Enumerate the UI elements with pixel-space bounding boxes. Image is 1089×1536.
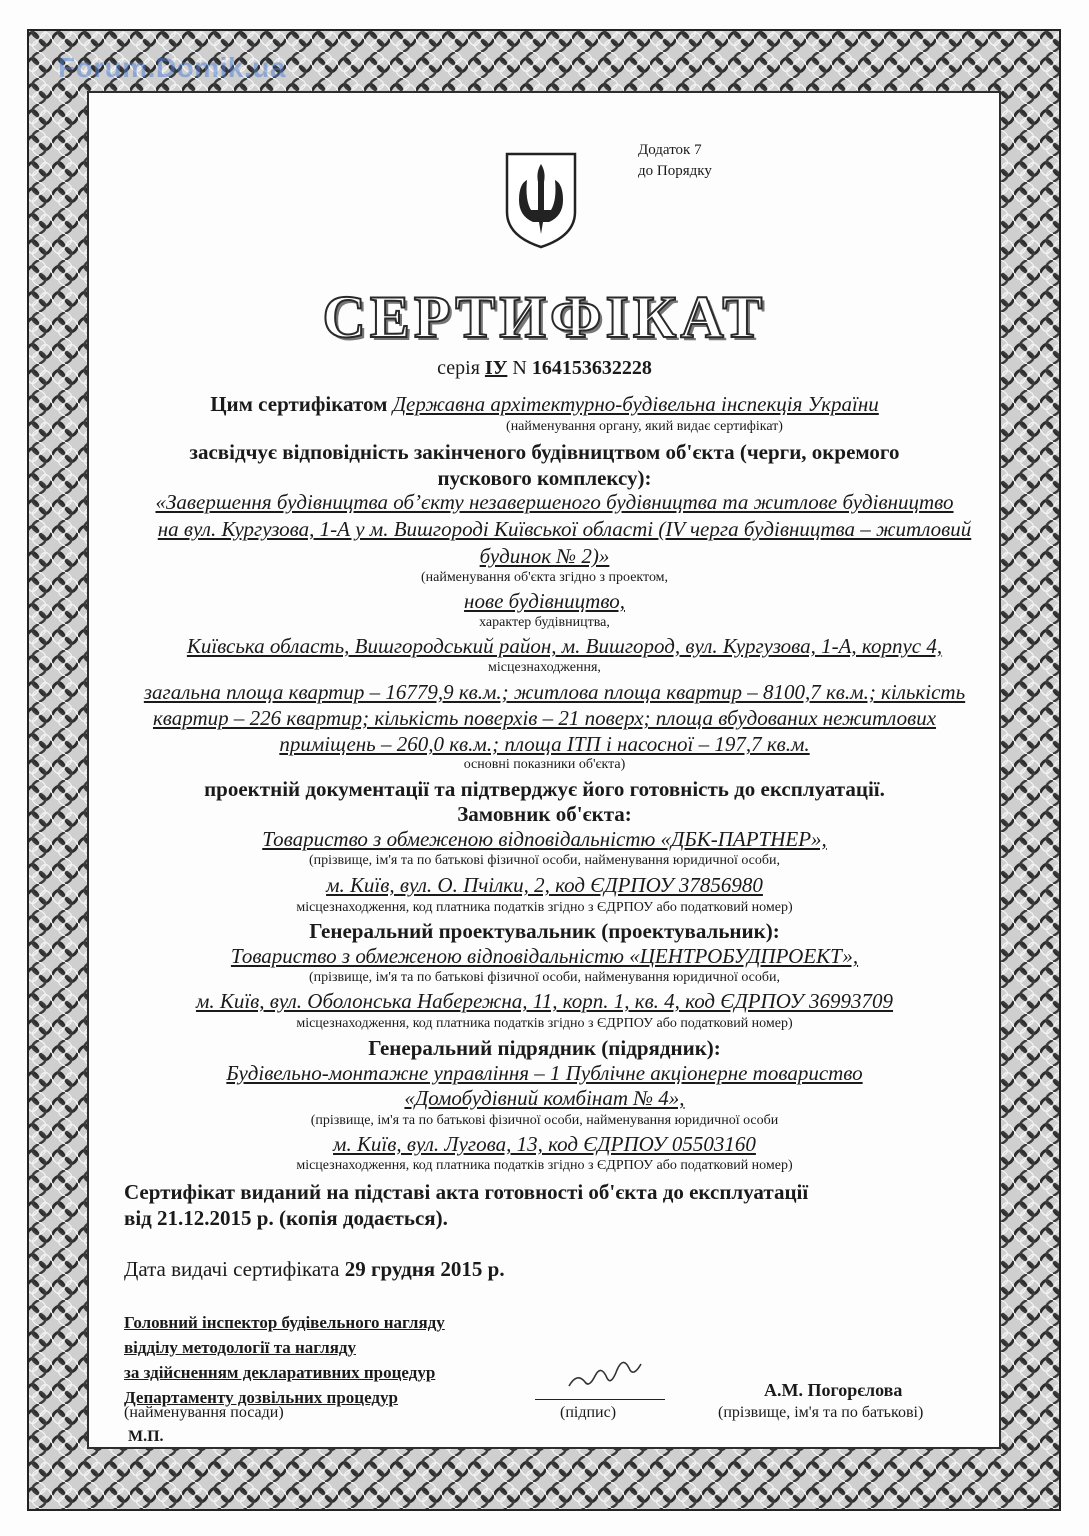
object-name-line-2: на вул. Кургузова, 1-А у м. Вишгороді Київської області (IV черга будівництва – житловий — [157, 517, 972, 541]
object-location: Київська область, Вишгородський район, м. Вишгород, вул. Кургузова, 1-А, корпус 4, — [186, 634, 943, 658]
indicators-line-3: приміщень – 260,0 кв.м.; площа ІТП і насосної – 197,7 кв.м. — [279, 732, 810, 756]
object-name-line-1: «Завершення будівництва об’єкту незавершеного будівництва та житлове будівництво — [155, 490, 954, 514]
series-label: серія — [437, 357, 480, 379]
signatory-position — [124, 1310, 445, 1410]
compliance-statement: проектній документації та підтверджує його готовність до експлуатації. — [204, 777, 885, 801]
addendum-line-1: Додаток 7 — [638, 142, 702, 158]
contractor-name-line-1: Будівельно-монтажне управління – 1 Публічне акціонерне товариство — [226, 1061, 863, 1085]
indicators-caption: основні показники об'єкта) — [463, 757, 626, 772]
customer-name: Товариство з обмеженою відповідальністю «ДБК-ПАРТНЕР», — [262, 827, 827, 851]
stamp-place: М.П. — [128, 1428, 164, 1445]
object-location-caption: місцезнаходження, — [488, 660, 601, 675]
issue-date-value: 29 грудня 2015 р. — [344, 1257, 505, 1281]
issue-date-label: Дата видачі сертифіката — [124, 1257, 340, 1281]
indicators-line-2: квартир – 226 квартир; кількість поверхів – 21 поверх; площа вбудованих нежитлових — [152, 706, 937, 730]
signature-caption: (підпис) — [560, 1404, 617, 1421]
position-line-4: Департаменту дозвільних процедур — [124, 1388, 398, 1407]
designer-name-caption: (прізвище, ім'я та по батькові фізичної особи, найменування юридичної особи, — [308, 970, 781, 985]
certifies-line-2: пускового комплексу): — [437, 466, 652, 490]
issuer-line — [0, 392, 1089, 417]
object-name-line-3: будинок № 2)» — [479, 544, 610, 568]
basis-line-2: від 21.12.2015 р. (копія додається). — [124, 1206, 448, 1230]
position-caption: (найменування посади) — [124, 1404, 284, 1421]
series-number: 164153632228 — [531, 357, 652, 379]
customer-address: м. Київ, вул. О. Пчілки, 2, код ЄДРПОУ 37856980 — [326, 873, 763, 897]
signatory-name: А.М. Погорєлова — [764, 1380, 903, 1400]
signature-line — [535, 1399, 665, 1400]
construction-character: нове будівництво, — [464, 589, 625, 613]
issuer-caption: (найменування органу, який видає сертифікат) — [506, 419, 783, 434]
certifies-line-1: засвідчує відповідність закінченого будівництвом об'єкта (черги, окремого — [189, 440, 900, 464]
designer-address-caption: місцезнаходження, код платника податків згідно з ЄДРПОУ або податковий номер) — [296, 1016, 793, 1031]
addendum-note — [638, 140, 712, 182]
position-line-1: Головний інспектор будівельного нагляду — [124, 1313, 445, 1332]
contractor-name-caption: (прізвище, ім'я та по батькові фізичної особи, найменування юридичної особи — [310, 1113, 779, 1128]
issuer-name: Державна архітектурно-будівельна інспекція України — [392, 392, 879, 416]
indicators-line-1: загальна площа квартир – 16779,9 кв.м.; житлова площа квартир – 8100,7 кв.м.; кількість — [143, 680, 966, 704]
construction-character-caption: характер будівництва, — [479, 615, 610, 630]
contractor-name-line-2: «Домобудівний комбінат № 4», — [404, 1086, 685, 1110]
designer-address: м. Київ, вул. Оболонська Набережна, 11, корп. 1, кв. 4, код ЄДРПОУ 36993709 — [195, 989, 894, 1013]
contractor-heading: Генеральний підрядник (підрядник): — [368, 1036, 721, 1060]
object-name-caption: (найменування об'єкта згідно з проектом, — [420, 570, 669, 585]
series-n-label: N — [512, 357, 527, 379]
basis-line-1: Сертифікат виданий на підставі акта готовності об'єкта до експлуатації — [124, 1180, 809, 1204]
position-line-3: за здійсненням декларативних процедур — [124, 1363, 436, 1382]
contractor-address: м. Київ, вул. Лугова, 13, код ЄДРПОУ 05503160 — [333, 1132, 756, 1156]
series-line — [0, 357, 1089, 380]
signatory-name-caption: (прізвище, ім'я та по батькові) — [718, 1404, 924, 1421]
position-line-2: відділу методології та нагляду — [124, 1338, 356, 1357]
handwritten-signature — [555, 1348, 655, 1398]
issue-date-line — [124, 1257, 505, 1282]
customer-name-caption: (прізвище, ім'я та по батькові фізичної особи, найменування юридичної особи, — [308, 853, 781, 868]
designer-name: Товариство з обмеженою відповідальністю «ЦЕНТРОБУДПРОЕКТ», — [230, 944, 859, 968]
issuer-prefix: Цим сертифікатом — [210, 392, 388, 416]
designer-heading: Генеральний проектувальник (проектувальник): — [309, 919, 780, 943]
customer-address-caption: місцезнаходження, код платника податків згідно з ЄДРПОУ або податковий номер) — [296, 900, 793, 915]
coat-of-arms-icon — [503, 150, 579, 250]
customer-heading: Замовник об'єкта: — [457, 802, 632, 826]
series-value: ІУ — [484, 357, 508, 379]
certificate-title: СЕРТИФІКАТ — [322, 284, 767, 350]
watermark: Forum.Domik.ua — [58, 52, 286, 83]
addendum-line-2: до Порядку — [638, 163, 712, 179]
contractor-address-caption: місцезнаходження, код платника податків згідно з ЄДРПОУ або податковий номер) — [296, 1158, 793, 1173]
